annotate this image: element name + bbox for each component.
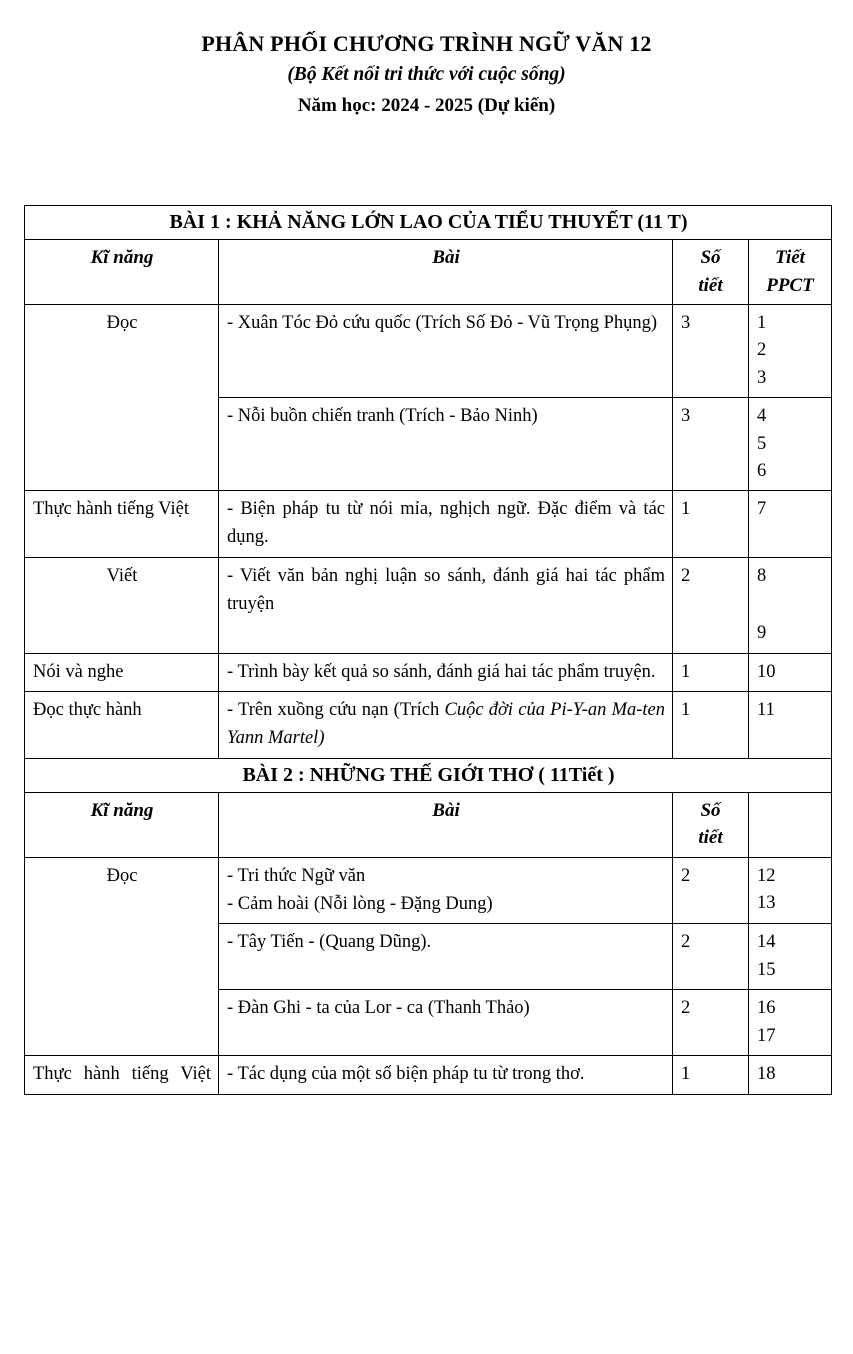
page-subtitle: (Bộ Kết nối tri thức với cuộc sống) xyxy=(287,64,566,86)
lesson-text-italic: Cuộc đời của Pi-Y-an Ma-ten Yann Martel) xyxy=(227,700,666,749)
column-header-count-line1: Số xyxy=(700,799,721,821)
table-row xyxy=(25,557,832,653)
ppct-value: 15 xyxy=(757,959,776,980)
cell-lesson: - Tác dụng của một số biện pháp tu từ trong thơ. xyxy=(219,1055,673,1094)
lesson-line: - Cảm hoài (Nỗi lòng - Đặng Dung) xyxy=(227,893,493,914)
cell-skill: Thực hành tiếng Việt xyxy=(25,1055,219,1094)
table-header-row xyxy=(25,792,832,857)
ppct-value: 1 xyxy=(757,313,767,334)
ppct-value: 3 xyxy=(757,367,767,388)
cell-lesson: - Viết văn bản nghị luận so sánh, đánh giá hai tác phẩm truyện xyxy=(219,557,673,653)
cell-count: 3 xyxy=(673,398,749,491)
ppct-value: 9 xyxy=(757,623,767,644)
cell-lesson: - Tây Tiến - (Quang Dũng). xyxy=(219,924,673,990)
section-banner-row xyxy=(25,758,832,792)
cell-ppct: 11 xyxy=(749,692,832,759)
ppct-spacer xyxy=(757,590,824,620)
section-1-banner: BÀI 1 : KHẢ NĂNG LỚN LAO CỦA TIỂU THUYẾT (11 T) xyxy=(25,206,832,240)
lesson-line: - Tri thức Ngữ văn xyxy=(227,865,366,886)
cell-ppct xyxy=(749,990,832,1056)
cell-lesson: - Xuân Tóc Đỏ cứu quốc (Trích Số Đỏ - Vũ Trọng Phụng) xyxy=(219,305,673,398)
ppct-value: 4 xyxy=(757,406,767,427)
cell-count: 1 xyxy=(673,653,749,692)
ppct-value: 6 xyxy=(757,460,767,481)
column-header-ppct-line2: PPCT xyxy=(766,274,814,296)
table-header-row xyxy=(25,240,832,305)
column-header-ppct-line1: Tiết xyxy=(775,247,805,268)
cell-lesson: - Trình bày kết quả so sánh, đánh giá hai tác phẩm truyện. xyxy=(219,653,673,692)
cell-lesson: - Nỗi buồn chiến tranh (Trích - Bảo Ninh) xyxy=(219,398,673,491)
table-row xyxy=(25,1055,832,1094)
column-header-count-line2: tiết xyxy=(698,827,723,849)
cell-ppct xyxy=(749,924,832,990)
ppct-value: 8 xyxy=(757,565,767,586)
cell-ppct: 18 xyxy=(749,1055,832,1094)
cell-lesson xyxy=(219,857,673,924)
cell-lesson: - Biện pháp tu từ nói mỉa, nghịch ngữ. Đặc điểm và tác dụng. xyxy=(219,491,673,558)
section-2-banner: BÀI 2 : NHỮNG THẾ GIỚI THƠ ( 11Tiết ) xyxy=(25,758,832,792)
document-heading xyxy=(0,30,853,120)
column-header-skill: Kĩ năng xyxy=(25,792,219,857)
cell-lesson: - Đàn Ghi - ta của Lor - ca (Thanh Thảo) xyxy=(219,990,673,1056)
ppct-value: 16 xyxy=(757,998,776,1019)
cell-count: 2 xyxy=(673,924,749,990)
cell-ppct xyxy=(749,398,832,491)
cell-ppct xyxy=(749,557,832,653)
cell-ppct: 10 xyxy=(749,653,832,692)
cell-count: 2 xyxy=(673,990,749,1056)
cell-count: 1 xyxy=(673,692,749,759)
section-banner-row xyxy=(25,206,832,240)
table-row xyxy=(25,653,832,692)
cell-skill: Nói và nghe xyxy=(25,653,219,692)
curriculum-table xyxy=(24,205,832,1095)
cell-skill: Thực hành tiếng Việt xyxy=(25,491,219,558)
school-year-label: Năm học: 2024 - 2025 (Dự kiến) xyxy=(297,95,556,117)
cell-ppct xyxy=(749,857,832,924)
column-header-lesson: Bài xyxy=(219,792,673,857)
ppct-value: 14 xyxy=(757,932,776,953)
cell-count: 1 xyxy=(673,1055,749,1094)
ppct-value: 2 xyxy=(757,340,767,361)
cell-count: 3 xyxy=(673,305,749,398)
page-title: PHÂN PHỐI CHƯƠNG TRÌNH NGỮ VĂN 12 xyxy=(201,31,652,56)
table-row xyxy=(25,692,832,759)
cell-ppct xyxy=(749,305,832,398)
column-header-ppct xyxy=(749,240,832,305)
column-header-count xyxy=(673,240,749,305)
ppct-value: 13 xyxy=(757,893,776,914)
table-row xyxy=(25,857,832,924)
column-header-ppct-empty xyxy=(749,792,832,857)
table-row xyxy=(25,305,832,398)
cell-lesson xyxy=(219,692,673,759)
cell-skill: Đọc xyxy=(25,305,219,491)
cell-count: 1 xyxy=(673,491,749,558)
lesson-text-plain: - Trên xuồng cứu nạn (Trích xyxy=(227,700,445,721)
column-header-skill: Kĩ năng xyxy=(25,240,219,305)
cell-skill: Đọc thực hành xyxy=(25,692,219,759)
column-header-count-line2: tiết xyxy=(698,274,723,296)
column-header-lesson: Bài xyxy=(219,240,673,305)
ppct-value: 17 xyxy=(757,1025,776,1046)
cell-count: 2 xyxy=(673,557,749,653)
table-row xyxy=(25,491,832,558)
column-header-count xyxy=(673,792,749,857)
cell-count: 2 xyxy=(673,857,749,924)
ppct-value: 12 xyxy=(757,865,776,886)
ppct-value: 5 xyxy=(757,433,767,454)
cell-skill: Đọc xyxy=(25,857,219,1055)
cell-ppct: 7 xyxy=(749,491,832,558)
cell-skill: Viết xyxy=(25,557,219,653)
column-header-count-line1: Số xyxy=(700,247,721,268)
